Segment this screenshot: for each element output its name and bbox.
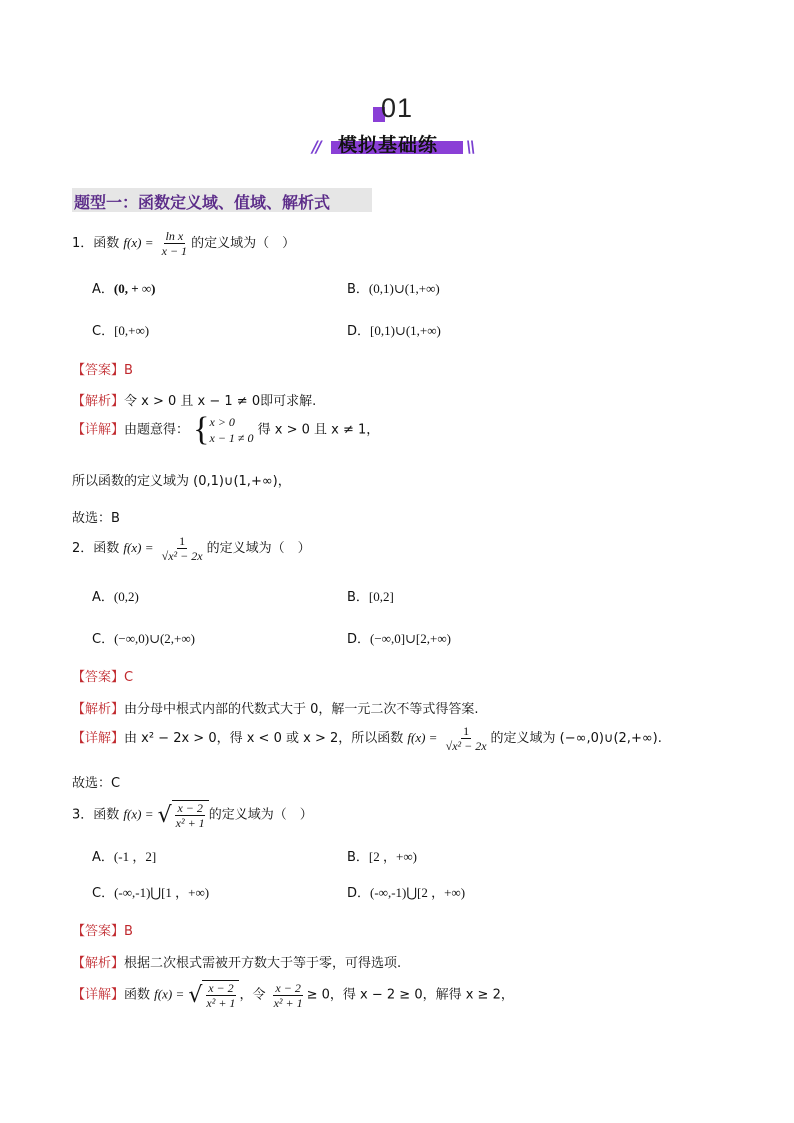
q2-den: x² − 2x [168, 549, 203, 563]
q1-sys2: x − 1 ≠ 0 [209, 431, 254, 445]
q2-analysis-tag: 【解析】 [72, 702, 125, 717]
q1-detail-post: 得 x > 0 且 x ≠ 1， [257, 422, 380, 438]
q2-detail-num: 1 [463, 724, 470, 738]
question-2 [72, 534, 311, 563]
q3-option-d-value: (-∞,-1)⋃[2 ，+∞) [370, 885, 466, 900]
q2-detail-fraction: $\frac{1}{\text{√x² − 2x}}$ [445, 724, 487, 753]
q2-prefix: 2．函数 [72, 541, 120, 556]
q1-option-a[interactable] [92, 278, 156, 297]
q1-option-c-label: C． [92, 324, 115, 339]
q2-func: f(x) = [123, 540, 154, 555]
q2-fraction: $\frac{1}{\text{√x² − 2x}}$ [161, 534, 203, 563]
q3-analysis [72, 952, 401, 971]
q2-option-a[interactable] [92, 586, 139, 605]
q3-detail-num: x − 2 [208, 981, 234, 995]
q2-option-a-value: (0,2) [113, 589, 139, 604]
q2-option-a-label: A． [92, 590, 114, 605]
right-slash-decoration: \\ [466, 137, 474, 156]
q3-answer [72, 920, 133, 939]
q1-prefix: 1．函数 [72, 236, 120, 251]
q3-prefix: 3．函数 [72, 807, 120, 823]
q2-answer [72, 666, 133, 685]
q3-analysis-text: 根据二次根式需被开方数大于等于零，可得选项. [124, 956, 402, 971]
section-heading-text: 题型一：函数定义域、值域、解析式 [74, 193, 331, 212]
q2-option-c[interactable] [92, 628, 195, 647]
q1-analysis-tag: 【解析】 [72, 394, 125, 409]
q1-analysis [72, 390, 316, 409]
q1-detail-tag: 【详解】 [72, 422, 125, 438]
q2-option-c-label: C． [92, 632, 115, 647]
q2-analysis-text: 由分母中根式内部的代数式大于 0，解一元二次不等式得答案. [124, 702, 479, 717]
q2-answer-value: C [124, 670, 134, 685]
q2-detail-func: f(x) = [407, 730, 438, 745]
q2-answer-tag: 【答案】 [72, 670, 125, 685]
left-slash-decoration: // [312, 137, 320, 156]
q3-den: x² + 1 [175, 816, 205, 830]
q2-option-d-label: D． [347, 632, 371, 647]
q3-detail-tag: 【详解】 [72, 987, 125, 1003]
q1-option-d-label: D． [347, 324, 371, 339]
q1-option-d[interactable] [347, 320, 441, 339]
q1-suffix: 的定义域为（ ） [191, 236, 296, 251]
section-number: 01 [381, 93, 414, 123]
q1-option-b-value: (0,1)∪(1,+∞) [368, 281, 440, 296]
q3-analysis-tag: 【解析】 [72, 956, 125, 971]
q2-detail-den: x² − 2x [452, 739, 487, 753]
question-1 [72, 229, 295, 258]
q3-option-b-value: [2 ，+∞) [368, 849, 417, 864]
q3-detail-fraction [272, 981, 305, 1010]
q2-option-d-value: (−∞,0]∪[2,+∞) [370, 631, 451, 646]
q3-option-c-value: (-∞,-1)⋃[1 ，+∞) [114, 885, 210, 900]
q1-num: ln x [165, 229, 184, 243]
q2-option-c-value: (−∞,0)∪(2,+∞) [114, 631, 195, 646]
q3-option-a-value: (-1 ，2] [113, 849, 157, 864]
q3-detail-den: x² + 1 [206, 996, 236, 1010]
q1-analysis-text: 令 x > 0 且 x − 1 ≠ 0即可求解. [124, 394, 317, 409]
q1-choose: 故选：B [72, 511, 120, 526]
q2-option-b-label: B． [347, 590, 369, 605]
q1-answer-value: B [124, 363, 133, 378]
q3-option-b-label: B． [347, 850, 369, 865]
q3-option-d-label: D． [347, 886, 371, 901]
q3-option-c[interactable] [92, 882, 209, 901]
q3-answer-value: B [124, 924, 133, 939]
question-3 [72, 800, 313, 830]
q1-option-c-value: [0,+∞) [114, 323, 150, 338]
q3-answer-tag: 【答案】 [72, 924, 125, 939]
q1-detail [72, 411, 380, 448]
q1-detail-pre: 由题意得： [124, 422, 190, 438]
q3-detail-radical: √ $\frac{x - 2}{\text{x² + 1}}$ [188, 980, 239, 1010]
q2-analysis [72, 698, 479, 717]
q1-option-a-value: (0, + ∞) [113, 281, 156, 296]
q1-option-c[interactable] [92, 320, 149, 339]
q1-option-b-label: B． [347, 282, 369, 297]
q1-option-b[interactable] [347, 278, 440, 297]
q3-suffix: 的定义域为（ ） [208, 807, 313, 823]
page-title: 模拟基础练 [338, 134, 439, 156]
q1-den: x − 1 [161, 244, 188, 258]
q3-option-d[interactable] [347, 882, 465, 901]
q3-option-a-label: A． [92, 850, 114, 865]
q1-func: f(x) = [123, 235, 154, 250]
q3-detail-post: ≥ 0，得 x − 2 ≥ 0，解得 x ≥ 2， [306, 987, 514, 1003]
q1-answer [72, 359, 133, 378]
q1-conclusion: 所以函数的定义域为 (0,1)∪(1,+∞)， [72, 474, 291, 489]
q1-sys1: x > 0 [209, 415, 235, 429]
q2-option-b-value: [0,2] [368, 589, 394, 604]
q2-detail-pre: 由 x² − 2x > 0，得 x < 0 或 x > 2，所以函数 [124, 731, 404, 746]
q2-detail-tag: 【详解】 [72, 731, 125, 746]
q3-detail-num2: x − 2 [275, 980, 301, 995]
q2-choose: 故选：C [72, 776, 121, 791]
q3-detail-mid: ，令 [239, 987, 266, 1003]
q2-option-d[interactable] [347, 628, 451, 647]
q3-detail-den2: x² + 1 [273, 995, 303, 1010]
q3-option-b[interactable] [347, 846, 417, 865]
q3-num: x − 2 [177, 801, 203, 815]
q1-fraction [160, 229, 189, 258]
q3-func: f(x) = [123, 806, 154, 822]
q3-option-a[interactable] [92, 846, 156, 865]
q2-detail [72, 724, 662, 753]
section-heading [72, 188, 372, 212]
q3-detail-func: f(x) = [154, 986, 185, 1002]
q3-option-c-label: C． [92, 886, 115, 901]
q2-option-b[interactable] [347, 586, 394, 605]
q2-detail-post: 的定义域为 (−∞,0)∪(2,+∞). [490, 731, 662, 746]
q3-detail [72, 980, 514, 1010]
q3-radical: √ $\frac{x - 2}{\text{x² + 1}}$ [158, 800, 209, 830]
q1-option-d-value: [0,1)∪(1,+∞) [370, 323, 441, 338]
q1-option-a-label: A． [92, 282, 114, 297]
q3-detail-pre: 函数 [124, 987, 151, 1003]
q2-suffix: 的定义域为（ ） [206, 541, 311, 556]
q1-answer-tag: 【答案】 [72, 363, 125, 378]
q1-inequality-system: { x > 0 x − 1 ≠ 0 [193, 411, 254, 448]
q2-num: 1 [179, 534, 186, 548]
